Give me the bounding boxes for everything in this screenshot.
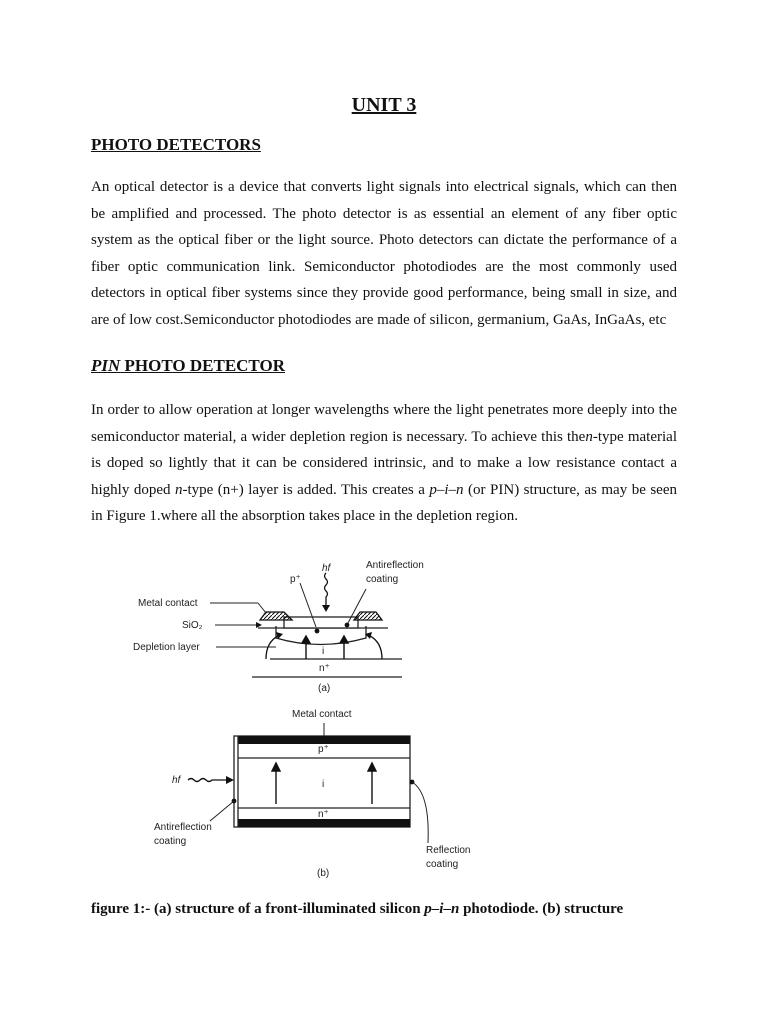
caption-pin: p–i–n <box>424 901 460 917</box>
caption-text-1: figure 1:- (a) structure of a front-illuminated silicon <box>91 901 425 917</box>
heading-pin-italic: PIN <box>91 356 121 375</box>
figure-b-sub: (b) <box>317 868 330 879</box>
n-plus-label-b: n⁺ <box>318 809 329 820</box>
antireflection-label-a1: Antireflection <box>366 560 424 571</box>
pin-text-1: In order to allow operation at longer wavelengths where the light penetrates more deeply into the semiconductor material, a wider depletion region is necessary. To achieve this the <box>91 402 677 445</box>
section-heading-photo-detectors: PHOTO DETECTORS <box>91 135 261 154</box>
figure-b-diagram <box>130 703 480 888</box>
hf-label-b: hf <box>172 775 181 786</box>
figure-a-diagram <box>120 555 440 700</box>
caption-text-2: photodiode. (b) structure <box>459 901 624 917</box>
reflection-label-b1: Reflection <box>426 845 471 856</box>
bottom-metal-bar <box>238 819 410 827</box>
pin-text-n1: n <box>585 428 593 445</box>
page-title: UNIT 3 <box>351 94 417 116</box>
i-label-b: i <box>322 779 325 790</box>
metal-contact-right <box>354 612 382 620</box>
pin-text-pin: p–i–n <box>429 481 464 498</box>
sio2-label: SiO₂ <box>182 620 203 631</box>
p-plus-label-a: p⁺ <box>290 574 301 585</box>
intro-paragraph: An optical detector is a device that converts light signals into electrical signals, which can then be amplified and processed. The photo detector is as essential an element of any fiber optic system as the optical fiber or the light source. Photo detectors can dictate the performance of a fiber optic communication link. Semiconductor photodiodes are the most commonly used detectors in optical fiber systems since they provide good performance, being small in size, and are of low cost.Semiconductor photodiodes are made of silicon, germanium, GaAs, InGaAs, etc <box>91 179 677 328</box>
pin-text-3: -type (n+) layer is added. This creates a <box>182 481 430 498</box>
pin-text-4: (or PIN) structure, as may be seen in Figure 1.where all the absorption takes place in the depletion region. <box>91 481 677 525</box>
depletion-region-outline <box>276 626 366 645</box>
pin-text-n2: n <box>174 481 183 498</box>
n-plus-label-a: n⁺ <box>319 663 330 674</box>
figure-caption <box>91 901 623 918</box>
light-squiggle-a <box>325 573 328 607</box>
metal-contact-left <box>260 612 292 620</box>
light-squiggle-b <box>188 779 230 782</box>
metal-contact-label-a: Metal contact <box>138 598 198 609</box>
reflection-label-b2: coating <box>426 859 459 870</box>
hf-label-a: hf <box>322 563 331 574</box>
figure-a-sub: (a) <box>318 683 331 694</box>
antireflection-label-a2: coating <box>366 574 399 585</box>
antireflection-label-b2: coating <box>154 836 187 847</box>
heading-pin-rest: PHOTO DETECTOR <box>120 356 285 375</box>
top-metal-bar <box>238 736 410 744</box>
pin-text-2: -type material is doped so lightly that it can be considered intrinsic, and to make a low resistance contact a highly doped <box>91 428 677 498</box>
metal-contact-label-b: Metal contact <box>292 709 352 720</box>
pin-paragraph <box>91 397 677 530</box>
depletion-layer-label: Depletion layer <box>133 642 200 653</box>
i-label-a: i <box>322 646 325 657</box>
section-heading-pin <box>91 356 285 376</box>
p-plus-label-b: p⁺ <box>318 744 329 755</box>
field-arrows-a <box>302 636 348 659</box>
antireflection-label-b1: Antireflection <box>154 822 212 833</box>
